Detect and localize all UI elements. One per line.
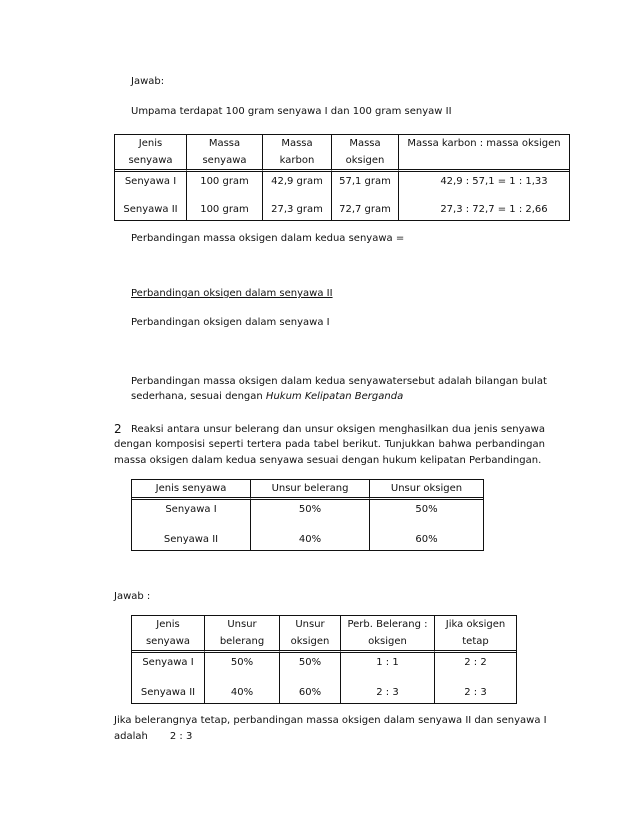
header-cell: Jenis senyawa: [132, 616, 205, 653]
table-cell: Senyawa I: [115, 172, 187, 197]
table-cell: 100 gram: [187, 197, 263, 220]
table-cell: 57,1 gram: [332, 172, 399, 197]
table-cell: Senyawa II: [132, 527, 251, 550]
header-cell: Jenis senyawa: [132, 480, 251, 500]
problem-number: 2: [114, 422, 122, 436]
table-cell: 60%: [280, 680, 341, 703]
table-header-row: [132, 616, 516, 653]
table-cell: 27,3 gram: [263, 197, 332, 220]
conclusion-1-line2: sederhana, sesuai dengan Hukum Kelipatan Berganda: [131, 391, 404, 402]
table-cell: 2 : 3: [464, 687, 487, 698]
table-cell: 42,9 : 57,1 = 1 : 1,33: [440, 176, 548, 187]
table-row: [132, 680, 516, 703]
header-cell: Unsur belerang: [251, 480, 370, 500]
problem-line1: Reaksi antara unsur belerang dan unsur oksigen menghasilkan dua jenis senyawa: [131, 424, 545, 435]
jawab-label-1: Jawab:: [131, 76, 165, 87]
header-cell: Unsur belerang: [205, 616, 280, 653]
conclusion-2-line1: Jika belerangnya tetap, perbandingan massa oksigen dalam senyawa II dan senyawa I: [114, 715, 547, 726]
table-cell: 50%: [205, 653, 280, 680]
header-cell: Jenis senyawa: [115, 135, 187, 172]
table-cell: 72,7 gram: [332, 197, 399, 220]
table-cell: Senyawa I: [132, 500, 251, 527]
table-row: [115, 197, 569, 220]
table-cell: 2 : 2: [464, 657, 487, 668]
header-cell: Massa senyawa: [187, 135, 263, 172]
header-cell: Unsur oksigen: [370, 480, 483, 500]
header-cell: Perb. Belerang : oksigen: [341, 616, 435, 653]
table-sulfur-oxygen-ratio: [131, 615, 517, 704]
problem-line2: dengan komposisi seperti tertera pada tabel berikut. Tunjukkan bahwa perbandingan: [114, 439, 545, 450]
conclusion-value: 2 : 3: [169, 731, 193, 742]
fraction-numerator: Perbandingan oksigen dalam senyawa II: [131, 288, 333, 299]
header-cell: Massa oksigen: [332, 135, 399, 172]
table-cell: Senyawa I: [132, 653, 205, 680]
table-cell: 50%: [415, 504, 438, 515]
table-cell: 50%: [251, 500, 370, 527]
table-cell: 60%: [415, 534, 438, 545]
table-row: [132, 653, 516, 680]
jawab-label-2: Jawab :: [114, 591, 151, 602]
table-composition: [131, 479, 484, 551]
table-cell: Senyawa II: [132, 680, 205, 703]
table-row: [132, 500, 483, 527]
table-cell: 40%: [251, 527, 370, 550]
conclusion-1-line1: Perbandingan massa oksigen dalam kedua senyawatersebut adalah bilangan bulat: [131, 376, 547, 387]
table-cell: 2 : 3: [341, 680, 435, 703]
assumption-text: Umpama terdapat 100 gram senyawa I dan 100 gram senyaw II: [131, 106, 452, 117]
table-cell: 40%: [205, 680, 280, 703]
header-cell: Jika oksigen tetap: [435, 616, 516, 653]
table-cell: Senyawa II: [115, 197, 187, 220]
table-cell: 42,9 gram: [263, 172, 332, 197]
table-cell: 27,3 : 72,7 = 1 : 2,66: [440, 204, 548, 215]
table-row: [115, 172, 569, 197]
header-cell: Massa karbon : massa oksigen: [399, 135, 569, 172]
ratio-statement: Perbandingan massa oksigen dalam kedua senyawa =: [131, 233, 405, 244]
table-header-row: [115, 135, 569, 172]
header-cell: Massa karbon: [263, 135, 332, 172]
conclusion-2-line2: adalah 2 : 3: [114, 731, 193, 742]
table-cell: 1 : 1: [341, 653, 435, 680]
fraction-denominator: Perbandingan oksigen dalam senyawa I: [131, 317, 330, 328]
table-mass-carbon-oxygen: [114, 134, 570, 221]
problem-line3: massa oksigen dalam kedua senyawa sesuai dengan hukum kelipatan Perbandingan.: [114, 455, 542, 466]
table-cell: 50%: [280, 653, 341, 680]
header-cell: Unsur oksigen: [280, 616, 341, 653]
table-cell: 100 gram: [187, 172, 263, 197]
law-name: Hukum Kelipatan Berganda: [265, 391, 404, 402]
table-header-row: [132, 480, 483, 500]
table-row: [132, 527, 483, 550]
